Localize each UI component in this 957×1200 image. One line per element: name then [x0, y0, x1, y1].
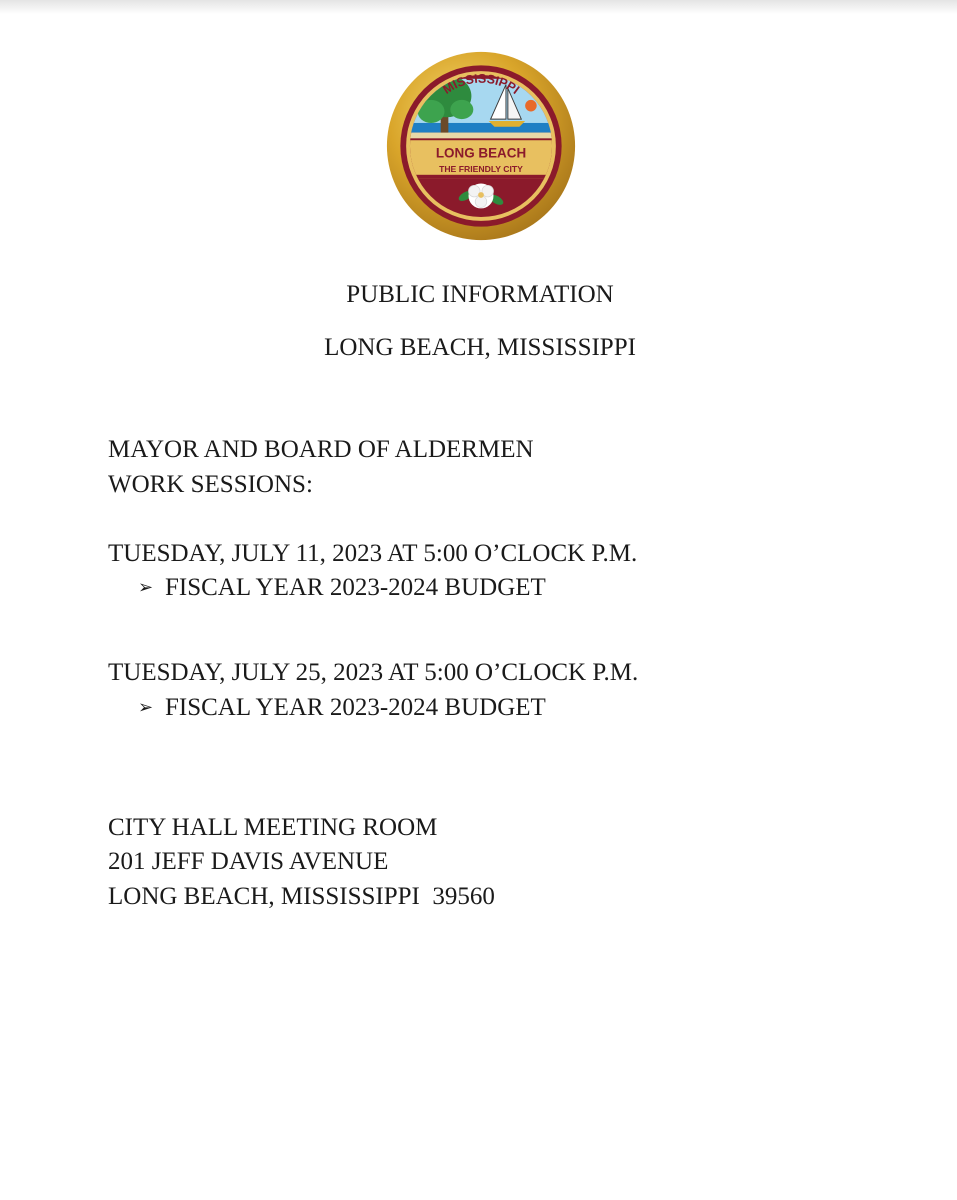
address-venue: CITY HALL MEETING ROOM [108, 814, 438, 841]
city-seal-logo [385, 50, 577, 242]
session-topic: FISCAL YEAR 2023-2024 BUDGET [165, 574, 546, 601]
seal-motto: THE FRIENDLY CITY [439, 163, 523, 174]
session-topic-item [138, 574, 546, 602]
seal-city-name: LONG BEACH [435, 145, 527, 161]
top-shadow [0, 0, 957, 14]
session-topic: FISCAL YEAR 2023-2024 BUDGET [165, 694, 546, 721]
page-subtitle: LONG BEACH, MISSISSIPPI [324, 334, 636, 361]
intro-line: MAYOR AND BOARD OF ALDERMEN [108, 436, 534, 463]
session-topic-item [138, 694, 546, 722]
arrow-bullet-icon: ➢ [138, 697, 154, 718]
address-city: LONG BEACH, MISSISSIPPI 39560 [108, 883, 495, 910]
page-title: PUBLIC INFORMATION [346, 281, 614, 308]
session-date: TUESDAY, JULY 25, 2023 AT 5:00 O’CLOCK P.M. [108, 659, 639, 686]
arrow-bullet-icon: ➢ [138, 577, 154, 598]
address-street: 201 JEFF DAVIS AVENUE [108, 848, 389, 875]
seal-top-text: MISSISSIPPI [440, 71, 523, 97]
session-date: TUESDAY, JULY 11, 2023 AT 5:00 O’CLOCK P.M. [108, 540, 638, 567]
intro-line: WORK SESSIONS: [108, 471, 313, 498]
